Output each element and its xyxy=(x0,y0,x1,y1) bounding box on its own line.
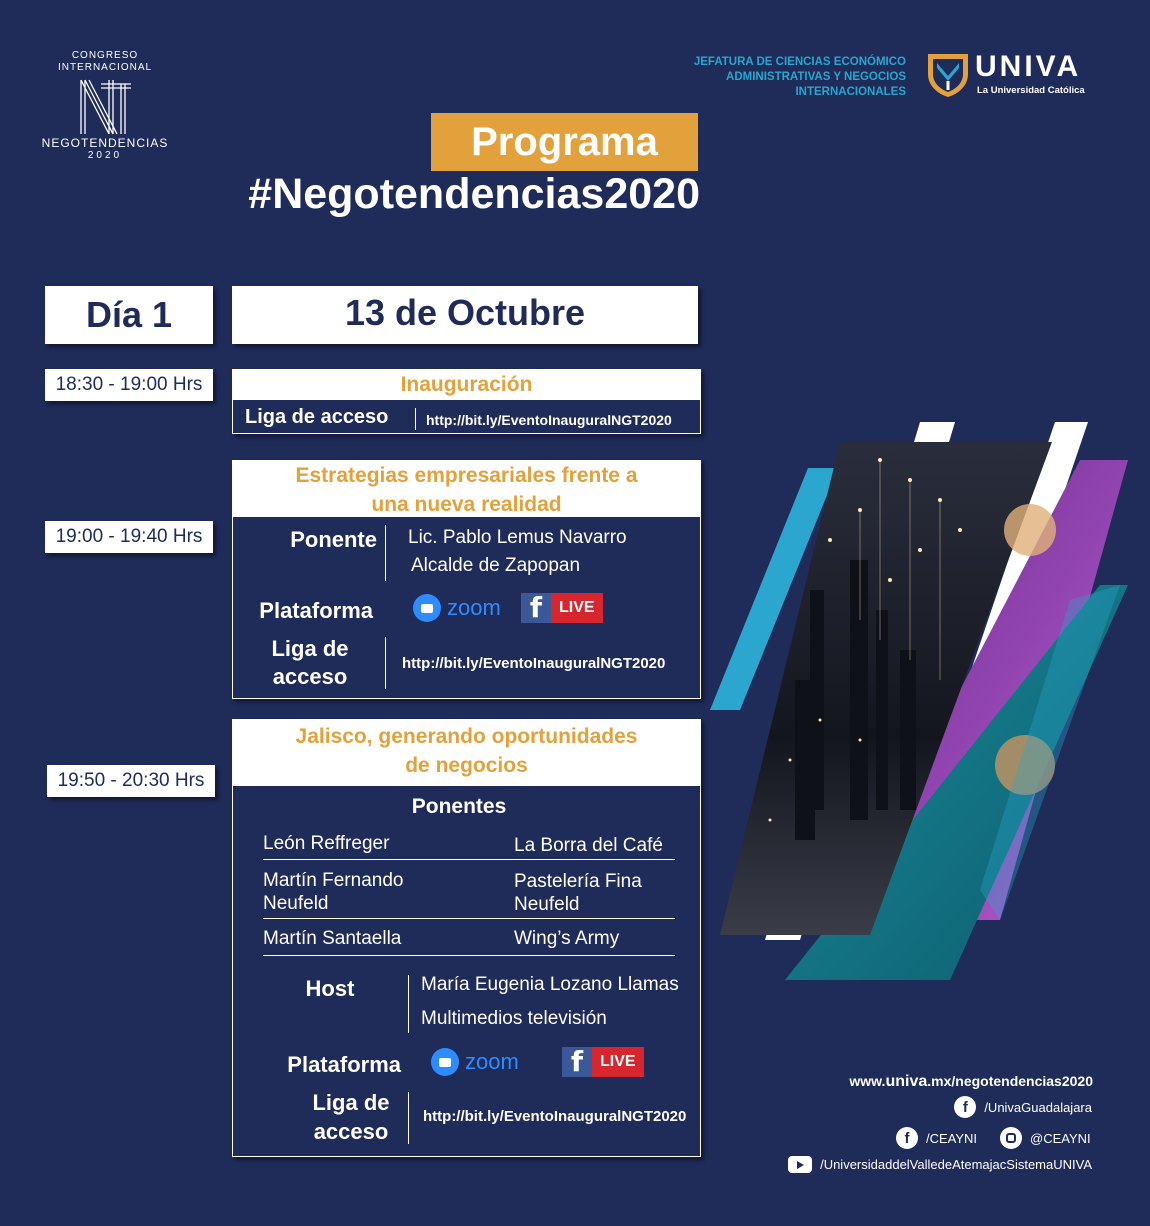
instagram-ceayni-link[interactable] xyxy=(1000,1127,1091,1149)
zoom-wordmark: zoom xyxy=(465,1049,519,1074)
facebook-ceayni-link[interactable] xyxy=(896,1127,977,1149)
zoom-logo[interactable] xyxy=(413,594,501,622)
logo-line2: INTERNACIONAL xyxy=(57,62,153,73)
time-slot-2: 19:00 - 19:40 Hrs xyxy=(45,521,213,553)
city-collage-image xyxy=(700,420,1140,990)
jefatura-text xyxy=(640,55,906,100)
youtube-handle: /UniversidaddelValledeAtemajacSistemaUNIVA xyxy=(820,1157,1092,1172)
zoom-logo[interactable] xyxy=(431,1048,519,1076)
event-title xyxy=(233,720,700,786)
speaker-name xyxy=(263,869,403,915)
time-slot-3: 19:50 - 20:30 Hrs xyxy=(47,765,215,797)
speaker-name-line2: Neufeld xyxy=(263,893,329,914)
speaker-name: León Reffreger xyxy=(263,833,390,854)
jefatura-line1: JEFATURA DE CIENCIAS ECONÓMICO xyxy=(693,56,906,68)
youtube-link[interactable] xyxy=(788,1156,1092,1173)
facebook-icon: f xyxy=(896,1127,918,1149)
logo-line1: CONGRESO xyxy=(71,50,139,61)
web-prefix: www. xyxy=(849,1073,886,1089)
link-label-line2: acceso xyxy=(313,1119,389,1144)
speaker-org xyxy=(514,870,642,916)
facebook-icon: f xyxy=(954,1096,976,1118)
host-name: María Eugenia Lozano Llamas xyxy=(421,974,679,995)
jefatura-line3: INTERNACIONALES xyxy=(795,86,906,98)
event-title-line2: de negocios xyxy=(405,754,528,777)
facebook-univa-handle: /UnivaGuadalajara xyxy=(984,1099,1092,1115)
link-label-line1: Liga de xyxy=(271,636,349,661)
congreso-logo xyxy=(40,50,170,161)
live-badge: LIVE xyxy=(592,1047,644,1077)
day-label: Día 1 xyxy=(45,286,213,344)
website-link[interactable] xyxy=(849,1073,1093,1091)
event-title-line1: Estrategias empresariales frente a xyxy=(295,464,638,487)
divider xyxy=(408,975,409,1033)
facebook-univa-link[interactable] xyxy=(954,1096,1092,1118)
platform-label: Plataforma xyxy=(287,1052,401,1077)
host-org: Multimedios televisión xyxy=(421,1008,607,1029)
event-card-estrategias xyxy=(232,460,701,699)
logo-year: 2020 xyxy=(87,150,123,161)
link-label: Liga de acceso xyxy=(245,406,389,428)
web-brand: univa xyxy=(885,1073,928,1090)
facebook-live-logo[interactable] xyxy=(562,1047,644,1077)
nt-monogram-icon xyxy=(75,76,135,136)
speaker-org-line2: Neufeld xyxy=(514,894,580,915)
facebook-icon: f xyxy=(562,1047,592,1077)
divider xyxy=(408,1092,409,1144)
platform-label: Plataforma xyxy=(259,598,373,623)
link-label xyxy=(289,1088,413,1146)
speaker-org-line1: Pastelería Fina xyxy=(514,871,642,892)
zoom-wordmark: zoom xyxy=(447,595,501,620)
speaker-name: Martín Santaella xyxy=(263,928,402,949)
speaker-org: Wing’s Army xyxy=(514,928,620,949)
row-divider xyxy=(263,859,675,860)
host-label: Host xyxy=(305,976,355,1001)
speaker-label: Ponente xyxy=(290,527,377,552)
facebook-icon: f xyxy=(521,593,551,623)
access-link[interactable]: http://bit.ly/EventoInauguralNGT2020 xyxy=(402,655,666,672)
speaker-org: La Borra del Café xyxy=(514,835,663,856)
jefatura-line2: ADMINISTRATIVAS Y NEGOCIOS xyxy=(726,71,906,83)
access-link[interactable]: http://bit.ly/EventoInauguralNGT2020 xyxy=(423,1108,687,1125)
event-card-inauguracion xyxy=(232,369,701,434)
logo-name: NEGOTENDENCIAS xyxy=(41,136,169,150)
divider xyxy=(415,408,416,430)
live-badge: LIVE xyxy=(551,593,603,623)
instagram-icon xyxy=(1000,1127,1022,1149)
event-card-jalisco xyxy=(232,719,701,1157)
speakers-heading: Ponentes xyxy=(411,795,507,818)
divider xyxy=(385,637,386,689)
date-label: 13 de Octubre xyxy=(232,286,698,344)
univa-shield-icon xyxy=(926,52,970,98)
time-slot-1: 18:30 - 19:00 Hrs xyxy=(45,369,213,401)
youtube-icon xyxy=(788,1156,812,1173)
web-suffix: .mx/negotendencias2020 xyxy=(927,1073,1093,1089)
speaker-name: Lic. Pablo Lemus Navarro xyxy=(408,527,627,548)
link-label xyxy=(253,635,367,691)
speaker-name-line1: Martín Fernando xyxy=(263,870,404,891)
zoom-icon xyxy=(431,1048,459,1076)
facebook-ceayni-handle: /CEAYNI xyxy=(926,1130,978,1146)
row-divider xyxy=(263,955,675,956)
event-title xyxy=(233,461,700,517)
facebook-live-logo[interactable] xyxy=(521,593,603,623)
univa-name: UNIVA xyxy=(975,50,1082,83)
link-label-line2: acceso xyxy=(272,664,348,689)
instagram-ceayni-handle: @CEAYNI xyxy=(1030,1130,1091,1146)
divider xyxy=(385,525,386,581)
row-divider xyxy=(263,918,675,919)
event-title-line1: Jalisco, generando oportunidades xyxy=(295,725,638,748)
univa-tagline: La Universidad Católica xyxy=(977,85,1085,96)
hashtag-title: #Negotendencias2020 xyxy=(248,170,700,218)
access-link[interactable]: http://bit.ly/EventoInauguralNGT2020 xyxy=(426,412,672,428)
programa-title: Programa xyxy=(471,120,658,164)
speaker-title: Alcalde de Zapopan xyxy=(411,555,581,576)
link-label-line1: Liga de xyxy=(312,1090,390,1115)
zoom-icon xyxy=(413,594,441,622)
event-title-line2: una nueva realidad xyxy=(371,493,562,516)
event-title: Inauguración xyxy=(233,370,700,400)
